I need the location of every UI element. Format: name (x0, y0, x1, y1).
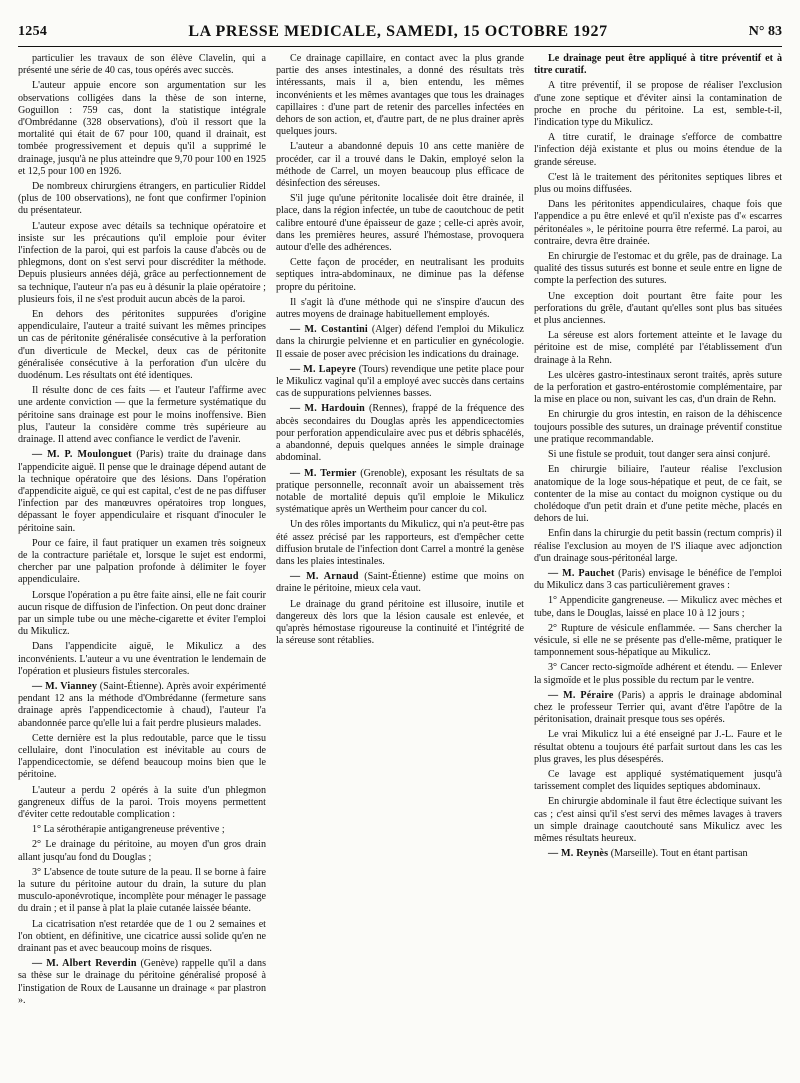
paragraph-text: Cette façon de procéder, en neutralisant les produits septiques intra-abdominaux, ne diminue pas la défense propre du péritoine. (276, 257, 524, 293)
paragraph (276, 403, 524, 464)
speaker-place: (Alger) (367, 324, 402, 336)
speaker-name: — M. Arnaud (290, 571, 359, 583)
speaker-name: — M. Pauchet (548, 567, 615, 579)
paragraph (534, 528, 782, 565)
paragraph-text: frappé de la fréquence des abcès secondaires du Douglas après les appendicectomies pour perforation appendiculaire avec pus et débris sphacélés, a abandonné, depuis quelques années le simple drainage abdominal. (276, 403, 524, 464)
speaker-place: (Paris) (613, 689, 646, 701)
speaker-place: (Paris) (614, 567, 646, 579)
paragraph (18, 181, 266, 218)
paragraph (534, 132, 782, 169)
speaker-place: (Paris) (131, 449, 164, 461)
page-header (18, 18, 782, 47)
column-left (18, 53, 266, 1083)
speaker-name: — M. Hardouin (290, 403, 365, 415)
paragraph-text: Si une fistule se produit, tout danger sera ainsi conjuré. (548, 449, 771, 461)
paragraph-text: estime que moins on draine le péritoine, mieux cela vaut. (276, 571, 524, 595)
paragraph (534, 80, 782, 129)
paragraph (18, 641, 266, 678)
paragraph (18, 80, 266, 178)
paragraph-text: Un des rôles importants du Mikulicz, qui n'a peut-être pas été assez précisé par les rapporteurs, est d'empêcher cette diffusion brutale de l'infection dont Carrel a montré la genèse dans les plaies intestinales. (276, 519, 524, 567)
paragraph (276, 519, 524, 568)
paragraph (534, 409, 782, 446)
paragraph (18, 221, 266, 306)
paragraph (18, 590, 266, 639)
paragraph (534, 53, 782, 77)
paragraph-text: C'est là le traitement des péritonites septiques libres et plus ou moins diffusées. (534, 171, 782, 196)
paragraph (534, 848, 782, 860)
paragraph (276, 599, 524, 648)
speaker-place: (Grenoble), (356, 467, 408, 479)
paragraph-text: Dans l'appendicite aiguë, le Mikulicz a des inconvénients. L'auteur a vu une éventration le lendemain de l'opération et plusieurs fistules stercorales. (18, 641, 266, 677)
paragraph-text: rappelle qu'il a dans sa thèse sur le drainage du péritoine généralisé proposé à l'instigation de Roux de Lausanne un drainage « par plastron ». (18, 958, 266, 1006)
paragraph (534, 199, 782, 248)
paragraph (276, 364, 524, 401)
paragraph-text: Tout en étant partisan (658, 848, 748, 860)
paragraph (18, 449, 266, 534)
paragraph-text: En dehors des péritonites suppurées d'origine appendiculaire, l'auteur a traité suivant les mêmes principes un cas de péritonite généralisée consécutive à la perforation d'un diverticule de Meckel, deux cas de péritonite généralisée consécutive à la perforation d'un ulcère du duodénum. Les résultats ont été identiques. (18, 309, 266, 382)
paragraph-text: traite du drainage dans l'appendicite aiguë. Il pense que le drainage dépend autant de la technique opératoire que des lésions. Dans l'opération d'appendicite aiguë, ce qui est capital, c'est de ne pas diffuser l'infection par des manœuvres opératoires trop longues, dépassant le foyer appendiculaire et risquant d'inoculer le péritoine sain. (18, 449, 266, 534)
column-right (534, 53, 782, 1083)
speaker-place: (Tours) (355, 363, 389, 375)
speaker-name: — M. P. Moulonguet (32, 449, 132, 461)
paragraph (18, 919, 266, 956)
paragraph-text: 3° Cancer recto-sigmoïde adhérent et étendu. — Enlever la sigmoïde et le plus possible du rectum par le ventre. (534, 662, 782, 686)
paragraph-text: particulier les travaux de son élève Clavelin, qui a présenté une série de 40 cas, tous opérés avec succès. (18, 53, 266, 77)
paragraph (534, 568, 782, 592)
paragraph (534, 370, 782, 407)
paragraph (276, 324, 524, 361)
speaker-name: — M. Reynès (548, 848, 609, 860)
paragraph-text: L'auteur expose avec détails sa technique opératoire et insiste sur les précautions qu'il emploie pour éviter l'infection de la paroi, qui est parfois la cause d'abcès ou de phlegmons, dont on s'est servi pour discréditer la méthode. Depuis plusieurs années déjà, grâce au perfectionnement de sa technique, l'auteur n'a pas eu à désunir la plaie opératoire ; plusieurs fois, il ne s'est produit aucun abcès de la paroi. (18, 220, 266, 305)
paragraph-text: Après avoir expérimenté pendant 12 ans la méthode d'Ombrédanne (fermeture sans drainage après l'appendicectomie à chaud), l'auteur l'a abandonnée parce qu'elle lui a fait perdre plusieurs malades. (18, 680, 266, 729)
paragraph-text: Les ulcères gastro-intestinaux seront traités, après suture de la perforation et gastro-entérostomie complémentaire, par la mise en place ou non, suivant les cas, d'un drain de Rehn. (534, 369, 782, 406)
issue-number: N° 83 (748, 24, 782, 39)
paragraph (534, 769, 782, 793)
paragraph-text: 1° La sérothérapie antigangreneuse préventive ; (32, 824, 225, 836)
paragraph-text: 3° L'absence de toute suture de la peau. Il se borne à faire la suture du péritoine autour du drain, la suture du plan musculo-aponévrotique, incomplète pour ménager le passage du drain ; et il panse à plat la plaie cutanée laissée béante. (18, 866, 266, 915)
paragraph (534, 729, 782, 766)
paragraph-text: défend l'emploi du Mikulicz dans la chirurgie pelvienne et en particulier en gynécologie. Il essaie de poser avec précision les indications du drainage. (276, 324, 524, 360)
speaker-place: (Genève) (136, 958, 178, 970)
paragraph (276, 257, 524, 294)
paragraph (276, 297, 524, 321)
paragraph-text: En chirurgie abdominale il faut être éclectique suivant les cas ; c'est ainsi qu'il s'est servi des mêmes lavages à travers un simple drainage caoutchouté sans Mikulicz avec les mêmes résultats heureux. (534, 796, 782, 844)
paragraph (18, 824, 266, 836)
paragraph-text: Pour ce faire, il faut pratiquer un examen très soigneux de la contracture pariétale et, lorsque le sujet est endormi, chercher par une palpation profonde à délimiter le foyer appendiculaire. (18, 537, 266, 586)
paragraph (534, 595, 782, 619)
paragraph-text: Le drainage peut être appliqué à titre préventif et à titre curatif. (534, 53, 782, 77)
paragraph (534, 662, 782, 686)
paragraph (18, 681, 266, 730)
paragraph (534, 464, 782, 525)
paragraph-text: Le vrai Mikulicz lui a été enseigné par J.-L. Faure et le résultat obtenu a toujours été parfait surtout dans les cas les plus graves, les plus désespérés. (534, 729, 782, 765)
paragraph-text: Dans les péritonites appendiculaires, chaque fois que l'appendice a pu être enlevé et qu'il n'existe pas d'« escarres péritonéales », le péritoine pourra être refermé. La paroi, au contraire, devra être drainée. (534, 199, 782, 247)
paragraph (18, 538, 266, 587)
speaker-name: — M. Péraire (548, 689, 614, 701)
paragraph-text: En chirurgie de l'estomac et du grêle, pas de drainage. La qualité des tissus suturés est bonne et seule entre en ligne de compte la perfection des sutures. (534, 251, 782, 287)
speaker-name: — M. Lapeyre (290, 363, 356, 375)
paragraph-text: Ce lavage est appliqué systématiquement jusqu'à tarissement complet des liquides septiques abdominaux. (534, 768, 782, 793)
paragraph (534, 796, 782, 845)
paragraph-text: revendique une petite place pour le Mikulicz vaginal qu'il a employé avec succès dans certains cas de suppurations pelviennes basses. (276, 363, 524, 400)
paragraph-text: S'il juge qu'une péritonite localisée doit être drainée, il place, dans la région infectée, un tube de caoutchouc de petit calibre entouré d'une épaisseur de gaze ; celle-ci après avoir, dans les premières heures, assuré l'hémostase, provoquera autour d'elle des adhérences. (276, 193, 524, 254)
paragraph (18, 958, 266, 1007)
paragraph (534, 690, 782, 727)
speaker-name: — M. Albert Reverdin (32, 958, 137, 970)
paragraph-text: A titre préventif, il se propose de réaliser l'exclusion d'une zone septique et d'éviter ainsi la contamination de proche en proche du péritoine. La est, semble-t-il, l'indication type du Mikulicz. (534, 80, 782, 129)
paragraph (276, 193, 524, 254)
paragraph-text: La séreuse est alors fortement atteinte et le lavage du péritoine est de mise, complété par l'établissement d'un drainage à la Rehn. (534, 330, 782, 366)
publication-title: LA PRESSE MEDICALE, SAMEDI, 15 OCTOBRE 1927 (188, 23, 608, 40)
paragraph (534, 449, 782, 461)
page-number: 1254 (18, 24, 48, 39)
paragraph-text: Une exception doit pourtant être faite pour les perforations du grêle, d'autant qu'elles sont plus bas situées et plus anciennes. (534, 290, 782, 327)
paragraph-text: L'auteur a abandonné depuis 10 ans cette manière de procéder, car il a trouvé dans le Dakin, employé selon la méthode de Carrel, un moyen beaucoup plus efficace de désinfection des séreuses. (276, 141, 524, 190)
paragraph (276, 141, 524, 190)
paragraph-text: L'auteur a perdu 2 opérés à la suite d'un phlegmon gangreneux diffus de la paroi. Trois moyens permettent d'éviter cette redoutable complication : (18, 784, 266, 820)
speaker-place: (Saint-Étienne). (97, 680, 164, 692)
paragraph-text: De nombreux chirurgiens étrangers, en particulier Riddel (plus de 100 observations), ne font que confirmer l'opinion du présentateur. (18, 181, 266, 217)
paragraph (18, 867, 266, 916)
paragraph-text: exposant les résultats de sa pratique personnelle, reconnaît avoir un abaissement très notable de mortalité depuis qu'il emploie le Mikulicz systématique après un Wertheim pour cancer du col. (276, 467, 524, 516)
paragraph-text: L'auteur appuie encore son argumentation sur les observations colligées dans la thèse de son interne, Goguillon : 759 cas, dont la statistique intégrale d'Ombrédanne (328 observations), d'où il ressort que la mortalité qui était de 67 pour 100, quand il drainait, est tombée progressivement et depuis qu'il a supprimé le drainage, jusqu'à ne plus atteindre que 9,70 pour 100 en 1925 et 12,5 pour 100 en 1926. (18, 80, 266, 177)
paragraph (18, 385, 266, 446)
paragraph-text: Cette dernière est la plus redoutable, parce que le tissu cellulaire, dont l'inoculation est inévitable au cours de l'appendicectomie, se défend beaucoup moins bien que le péritoine. (18, 732, 266, 781)
paragraph-text: En chirurgie biliaire, l'auteur réalise l'exclusion anatomique de la loge sous-hépatique et peut, de ce fait, se contenter de la mise au contact du moignon cystique ou du cholédoque d'un petit drain et d'une petite mèche, placés en dehors de lui. (534, 464, 782, 525)
paragraph (18, 785, 266, 822)
paragraph-text: 1° Appendicite gangreneuse. — Mikulicz avec mèches et tube, dans le Douglas, laissé en place 10 à 12 jours ; (534, 595, 782, 619)
paragraph (276, 468, 524, 517)
paragraph-text: Il s'agit là d'une méthode qui ne s'inspire d'aucun des autres moyens de drainage habituellement employés. (276, 296, 524, 321)
paragraph (534, 172, 782, 196)
paragraph (18, 309, 266, 382)
paragraph (276, 571, 524, 595)
paragraph-text: En chirurgie du gros intestin, en raison de la déhiscence toujours possible des sutures, un drainage préventif constitue une pratique recommandable. (534, 409, 782, 445)
paragraph-text: a appris le drainage abdominal chez le professeur Terrier qui, avant d'être l'apôtre de la péritonisation, drainait presque tous ses opérés. (534, 689, 782, 726)
paragraph-text: 2° Rupture de vésicule enflammée. — Sans chercher la vésicule, si elle ne se présente pas d'elle-même, pratiquer le tamponnement sous-hépatique au Mikulicz. (534, 622, 782, 659)
paragraph-text: Ce drainage capillaire, en contact avec la plus grande partie des anses intestinales, a donné des résultats très intéressants, mais il a, bien entendu, les mêmes inconvénients et les mêmes avantages que tous les drainages capillaires : d'une part de retenir des parcelles infectées en dehors de son action, et, d'autre part, de ne plus drainer après quelques jours. (276, 53, 524, 138)
speaker-place: (Saint-Étienne) (358, 571, 426, 583)
paragraph-text: La cicatrisation n'est retardée que de 1 ou 2 semaines et l'on obtient, en définitive, une cicatrice aussi solide qu'en ne drainant pas et avec beaucoup moins de risques. (18, 918, 266, 955)
paragraph (534, 251, 782, 288)
paragraph-text: Il résulte donc de ces faits — et l'auteur l'affirme avec une ardente conviction — que la fermeture systématique du péritoine sans drainage est pour le moins inoffensive. Bien plus, l'auteur la considère comme très supérieure au drainage. Il attend avec confiance le verdict de l'avenir. (18, 385, 266, 446)
paragraph (18, 733, 266, 782)
speaker-name: — M. Vianney (32, 680, 98, 692)
paragraph (534, 291, 782, 328)
speaker-place: (Marseille). (608, 848, 659, 860)
paragraph-text: A titre curatif, le drainage s'efforce de combattre l'infection déjà existante et plus ou moins étendue de la grande séreuse. (534, 132, 782, 168)
paragraph-text: 2° Le drainage du péritoine, au moyen d'un gros drain allant jusqu'au fond du Douglas ; (18, 839, 266, 863)
speaker-name: — M. Costantini (290, 324, 368, 336)
speaker-name: — M. Termier (290, 467, 357, 479)
speaker-place: (Rennes), (364, 403, 408, 415)
paragraph-text: envisage le bénéfice de l'emploi du Mikulicz dans 3 cas particulièrement graves : (534, 567, 782, 592)
column-middle (276, 53, 524, 1083)
paragraph-text: Le drainage du grand péritoine est illusoire, inutile et dangereux dès lors que la lésion causale est enlevée, et qu'après hémostase rigoureuse la continuité et l'intégrité de la séreuse sont rétablies. (276, 598, 524, 647)
paragraph (18, 53, 266, 77)
paragraph-text: Lorsque l'opération a pu être faite ainsi, elle ne fait courir aucun risque de diffusion de l'infection. On peut donc drainer par un simple tube ou une mèche-cigarette et éviter l'emploi du Mikulicz. (18, 589, 266, 638)
paragraph (534, 330, 782, 367)
article-columns (18, 53, 782, 1083)
paragraph-text: Enfin dans la chirurgie du petit bassin (rectum compris) il réalise l'exclusion au moyen de l'S iliaque avec adjonction d'un drainage sous-péritonéal large. (534, 528, 782, 564)
paragraph (18, 839, 266, 863)
paragraph (534, 623, 782, 660)
paragraph (276, 53, 524, 138)
